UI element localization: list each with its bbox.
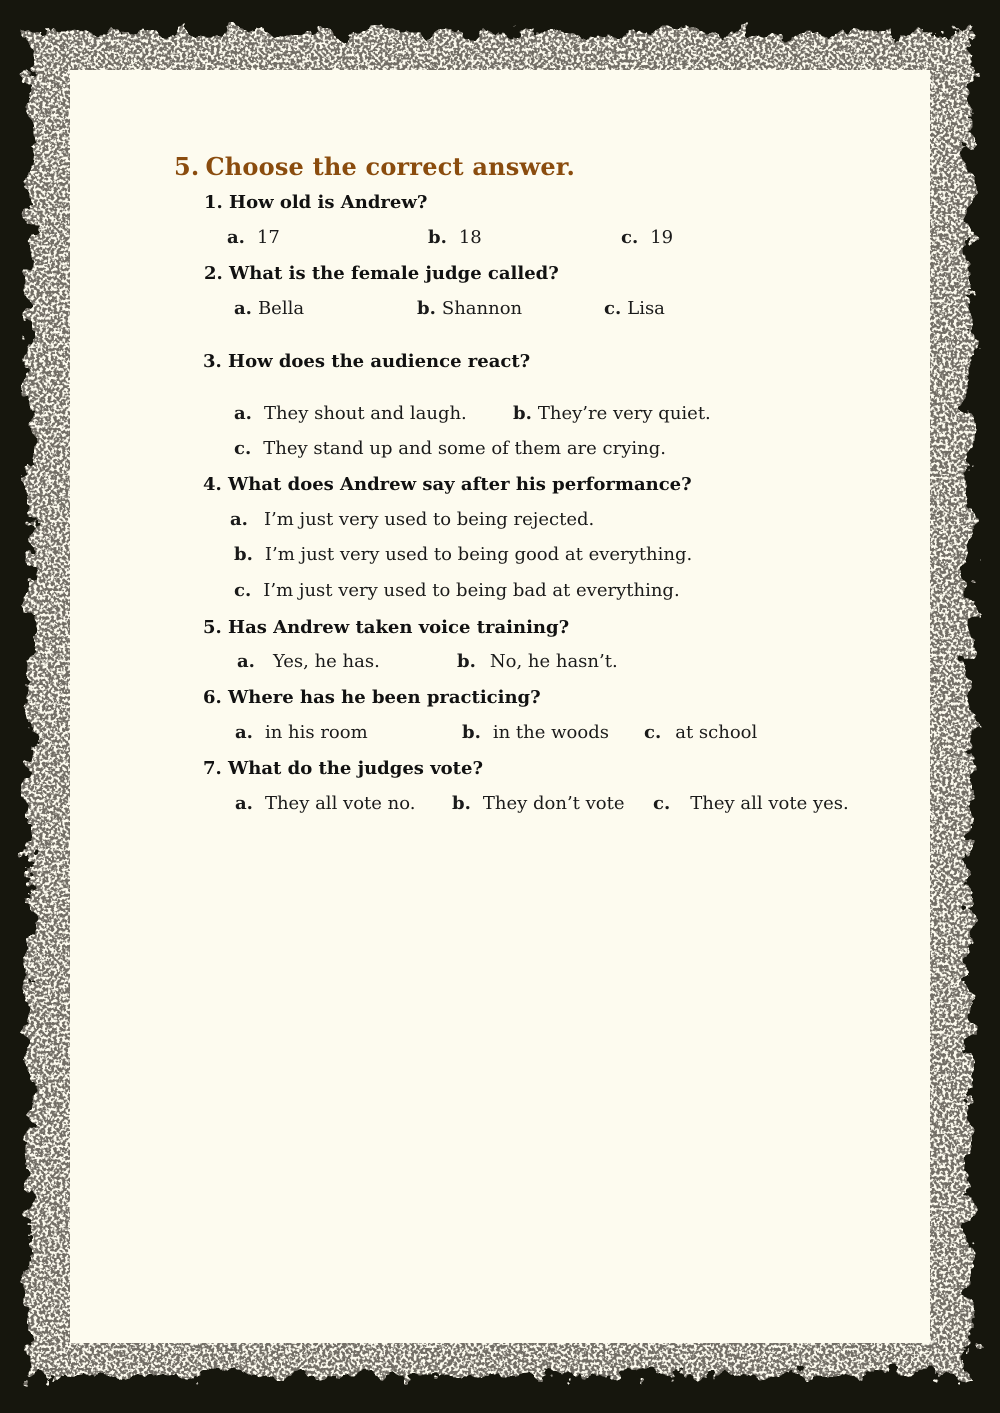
- option-text: in the woods: [492, 722, 609, 743]
- option-text: 18: [458, 227, 482, 248]
- option-text: Bella: [257, 298, 305, 319]
- option-text: They’re very quiet.: [537, 403, 711, 424]
- option-letter: b.: [452, 793, 471, 814]
- question-1: 1. How old is Andrew?: [204, 192, 428, 213]
- option-text: 17: [256, 227, 280, 248]
- option-letter: a.: [230, 509, 248, 530]
- q7-option-a[interactable]: [235, 793, 416, 814]
- option-text: at school: [675, 722, 758, 743]
- q5-option-a[interactable]: [237, 651, 380, 672]
- q5-option-b[interactable]: [457, 651, 618, 672]
- option-text: They shout and laugh.: [263, 403, 467, 424]
- option-letter: c.: [644, 722, 662, 743]
- q6-option-a[interactable]: [235, 722, 368, 743]
- option-text: They stand up and some of them are crying.: [263, 438, 666, 459]
- option-letter: a.: [234, 298, 252, 319]
- option-letter: b.: [513, 403, 532, 424]
- option-text: 19: [650, 227, 674, 248]
- option-letter: b.: [234, 544, 253, 565]
- q1-option-b[interactable]: [428, 227, 482, 248]
- option-text: No, he hasn’t.: [489, 651, 618, 672]
- q3-option-a[interactable]: [234, 403, 467, 424]
- option-letter: c.: [234, 438, 252, 459]
- option-letter: b.: [428, 227, 447, 248]
- q3-option-b[interactable]: [513, 403, 711, 424]
- q3-option-c[interactable]: [234, 438, 666, 459]
- option-letter: a.: [235, 793, 253, 814]
- q2-option-b[interactable]: [417, 298, 522, 319]
- option-letter: c.: [604, 298, 622, 319]
- option-text: They all vote yes.: [690, 793, 849, 814]
- q2-option-c[interactable]: [604, 298, 665, 319]
- question-2: 2. What is the female judge called?: [204, 263, 559, 284]
- q4-option-c[interactable]: [234, 580, 680, 601]
- question-3: 3. How does the audience react?: [203, 351, 531, 372]
- question-5: 5. Has Andrew taken voice training?: [203, 617, 570, 638]
- option-text: Lisa: [627, 298, 665, 319]
- option-letter: a.: [227, 227, 245, 248]
- q6-option-c[interactable]: [644, 722, 757, 743]
- option-text: I’m just very used to being rejected.: [263, 509, 595, 530]
- option-text: I’m just very used to being good at everything.: [264, 544, 693, 565]
- option-text: Yes, he has.: [272, 651, 380, 672]
- section-title: Choose the correct answer.: [205, 152, 576, 181]
- question-6: 6. Where has he been practicing?: [203, 687, 541, 708]
- option-letter: a.: [237, 651, 255, 672]
- option-letter: c.: [653, 793, 671, 814]
- option-letter: b.: [417, 298, 436, 319]
- section-number: 5.: [174, 152, 200, 181]
- q7-option-b[interactable]: [452, 793, 625, 814]
- section-heading: [174, 152, 575, 181]
- q1-option-a[interactable]: [227, 227, 280, 248]
- question-4: 4. What does Andrew say after his performance?: [203, 474, 692, 495]
- option-text: Shannon: [441, 298, 523, 319]
- question-7: 7. What do the judges vote?: [203, 758, 483, 779]
- option-text: They don’t vote: [482, 793, 625, 814]
- option-letter: c.: [621, 227, 639, 248]
- option-text: They all vote no.: [264, 793, 416, 814]
- option-letter: b.: [457, 651, 476, 672]
- q1-option-c[interactable]: [621, 227, 673, 248]
- q4-option-a[interactable]: [230, 509, 594, 530]
- option-letter: a.: [235, 722, 253, 743]
- option-text: in his room: [264, 722, 368, 743]
- option-letter: c.: [234, 580, 252, 601]
- option-letter: a.: [234, 403, 252, 424]
- option-letter: b.: [462, 722, 481, 743]
- q2-option-a[interactable]: [234, 298, 304, 319]
- q6-option-b[interactable]: [462, 722, 609, 743]
- option-text: I’m just very used to being bad at everything.: [263, 580, 680, 601]
- q7-option-c[interactable]: [653, 793, 849, 814]
- q4-option-b[interactable]: [234, 544, 692, 565]
